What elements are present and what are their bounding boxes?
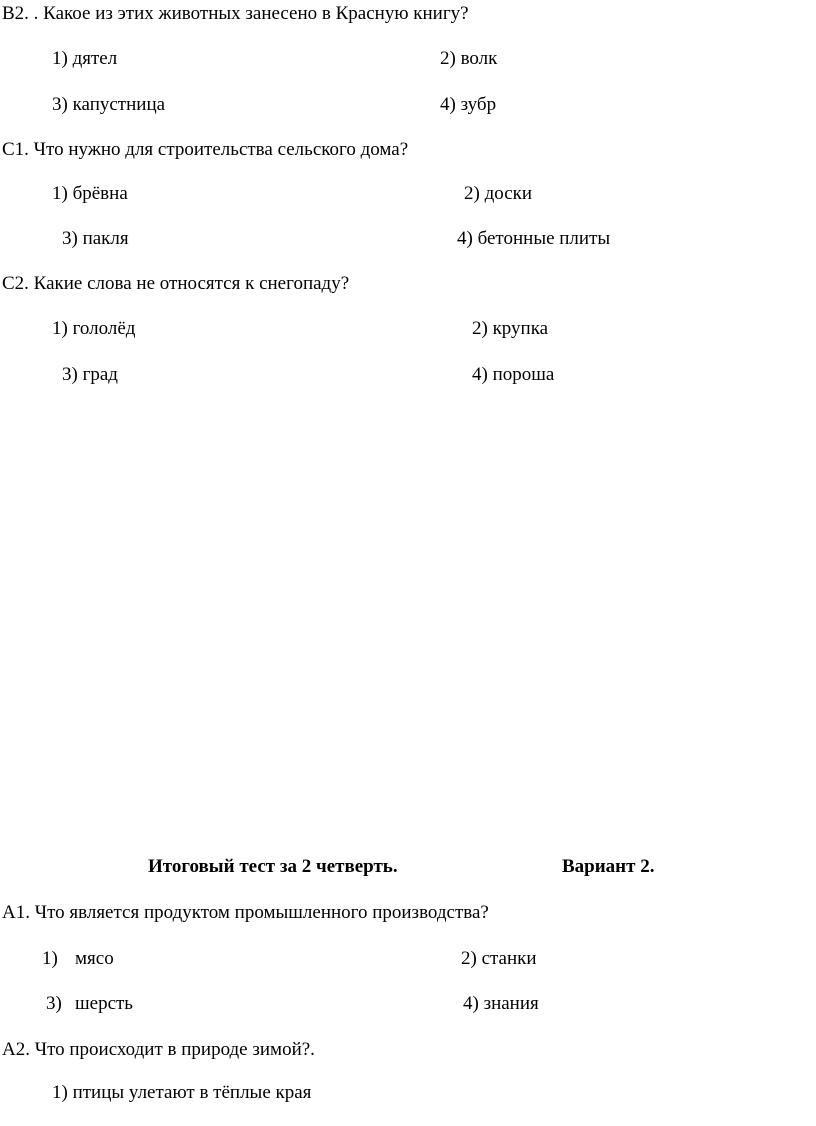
option-c1-2: 2) доски bbox=[464, 183, 533, 204]
option-a1-2: 2) станки bbox=[461, 948, 537, 969]
option-a1-3: шерсть bbox=[75, 993, 133, 1014]
option-c2-1: 1) гололёд bbox=[52, 318, 136, 339]
option-b2-1: 1) дятел bbox=[52, 48, 118, 69]
option-c2-2: 2) крупка bbox=[472, 318, 549, 339]
option-c2-4: 4) пороша bbox=[472, 364, 555, 385]
option-c2-3: 3) град bbox=[62, 364, 118, 385]
variant-label: Вариант 2. bbox=[562, 856, 655, 877]
option-b2-4: 4) зубр bbox=[440, 94, 497, 115]
option-a2-1: 1) птицы улетают в тёплые края bbox=[52, 1082, 312, 1103]
test-title: Итоговый тест за 2 четверть. bbox=[148, 856, 398, 877]
option-c1-4: 4) бетонные плиты bbox=[457, 228, 611, 249]
option-c1-1: 1) брёвна bbox=[52, 183, 128, 204]
question-a1: А1. Что является продуктом промышленного производства? bbox=[2, 902, 489, 923]
option-a1-3-number: 3) bbox=[46, 993, 62, 1014]
option-c1-3: 3) пакля bbox=[62, 228, 129, 249]
question-c2: С2. Какие слова не относятся к снегопаду? bbox=[2, 273, 350, 294]
option-a1-1: мясо bbox=[75, 948, 114, 969]
option-b2-2: 2) волк bbox=[440, 48, 498, 69]
question-b2: В2. . Какое из этих животных занесено в Красную книгу? bbox=[2, 3, 469, 24]
question-a2: А2. Что происходит в природе зимой?. bbox=[2, 1039, 315, 1060]
option-b2-3: 3) капустница bbox=[52, 94, 166, 115]
question-c1: С1. Что нужно для строительства сельского дома? bbox=[2, 139, 409, 160]
option-a1-1-number: 1) bbox=[42, 948, 58, 969]
option-a1-4: 4) знания bbox=[463, 993, 539, 1014]
